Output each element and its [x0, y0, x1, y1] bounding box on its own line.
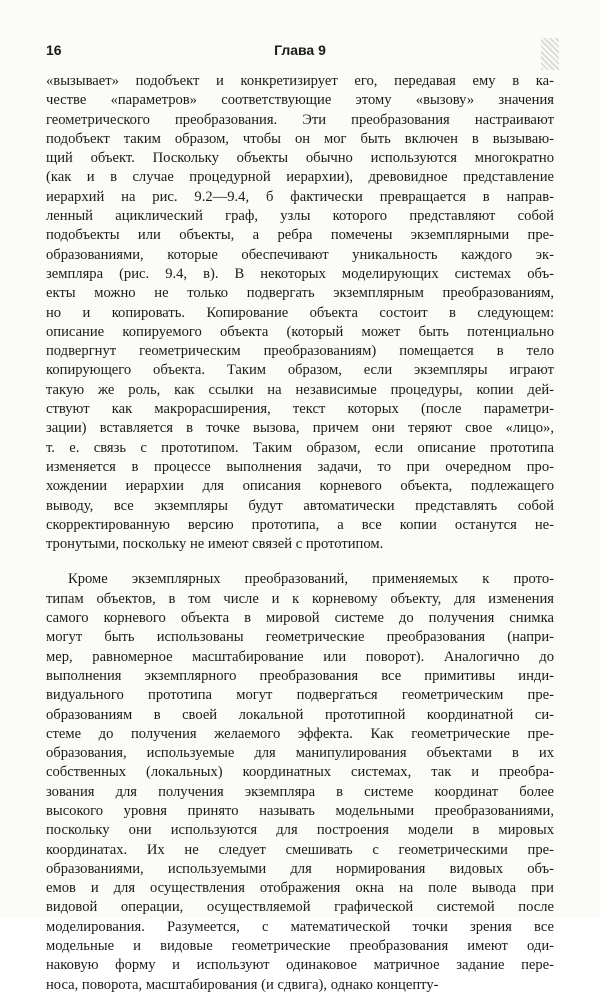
- text-line: видовой операции, осуществляемой графической системой после: [46, 899, 554, 916]
- text-line: самого корневого объекта в мировой системе до получения снимка: [46, 610, 554, 627]
- text-line: образованиям в своей локальной прототипной координатной си-: [46, 706, 554, 723]
- text-line: скорректированную версию прототипа, а все копии останутся не-: [46, 516, 554, 533]
- text-line: емов и для осуществления отображения окна на поле вывода при: [46, 880, 554, 897]
- text-line: образования, используемые для манипулирования объектами в их: [46, 745, 554, 762]
- text-line: щий объект. Поскольку объекты обычно используются многократно: [46, 150, 554, 167]
- page-number: 16: [46, 42, 62, 58]
- text-line: изменяется в процессе выполнения задачи, то при очередном про-: [46, 458, 554, 475]
- text-line: подвергнут геометрическим преобразованиям) помещается в тело: [46, 343, 554, 360]
- text-line: тронутыми, поскольку не имеют связей с прототипом.: [46, 536, 384, 553]
- text-line: собственных (локальных) координатных системах, так и преобра-: [46, 764, 554, 781]
- page-body: [46, 72, 554, 995]
- paragraph-gap: [46, 554, 554, 570]
- text-line: могут быть использованы геометрические преобразования (напри-: [46, 629, 554, 646]
- text-line: такую же роль, как ссылки на независимые процедуры, копии дей-: [46, 381, 554, 398]
- text-line: зования для получения экземпляра в системе координат более: [46, 783, 554, 800]
- text-line: честве «параметров» соответствующие этому «вызову» значения: [46, 92, 554, 109]
- paragraph: [46, 72, 554, 554]
- text-line: но и копировать. Копирование объекта состоит в следующем:: [46, 304, 554, 321]
- text-line: координатах. Их не следует смешивать с геометрическими пре-: [46, 841, 554, 858]
- text-line: иерархий на рис. 9.2—9.4, б фактически превращается в направ-: [46, 188, 554, 205]
- text-line: высокого уровня принято называть модельными преобразованиями,: [46, 802, 554, 819]
- text-line: образованиями, используемыми для нормирования видовых объ-: [46, 860, 554, 877]
- text-line: видуального прототипа могут подвергаться геометрическим пре-: [46, 687, 554, 704]
- text-line: моделирования. Разумеется, с математической точки зрения все: [46, 918, 554, 935]
- text-line: носа, поворота, масштабирования (и сдвига), однако концепту-: [46, 976, 439, 993]
- text-line: выводу, все экземпляры будут автоматически представлять собой: [46, 497, 554, 514]
- text-line: подобъекты или объекты, а ребра помечены экземплярными пре-: [46, 227, 554, 244]
- paragraph: [46, 570, 554, 995]
- text-line: копирующего объекта. Таким образом, если экземпляры играют: [46, 362, 554, 379]
- text-line: екты можно не только подвергать экземплярным преобразованиям,: [46, 285, 554, 302]
- text-line: описание копируемого объекта (который может быть потенциально: [46, 323, 554, 340]
- text-line: (как и в случае процедурной иерархии), древовидное представление: [46, 169, 554, 186]
- text-line: типам объектов, в том числе и к корневому объекту, для изменения: [46, 590, 554, 607]
- text-line: ствуют как макрорасширения, текст которых (после параметри-: [46, 401, 554, 418]
- text-line: т. е. связь с прототипом. Таким образом, если описание прототипа: [46, 439, 554, 456]
- text-line: стеме до получения желаемого эффекта. Как геометрические пре-: [46, 725, 554, 742]
- text-line: «вызывает» подобъект и конкретизирует его, передавая ему в ка-: [46, 73, 554, 89]
- text-line: геометрического преобразования. Эти преобразования настраивают: [46, 111, 554, 128]
- text-line: мер, равномерное масштабирование или поворот). Аналогично до: [46, 648, 554, 665]
- text-line: поскольку они используются для построения модели в мировых: [46, 822, 554, 839]
- text-line: ленный ациклический граф, узлы которого представляют собой: [46, 208, 554, 225]
- text-line: наковую форму и используют одинаковое матричное задание пере-: [46, 957, 554, 974]
- text-line: модельные и видовые геометрические преобразования имеют оди-: [46, 938, 554, 955]
- text-line: выполнения экземплярного преобразования все примитивы инди-: [46, 667, 554, 684]
- text-line: подобъект таким образом, чтобы он мог быть включен в вызываю-: [46, 130, 554, 147]
- running-header: [46, 42, 554, 62]
- text-line: земпляра (рис. 9.4, в). В некоторых моделирующих системах объ-: [46, 265, 554, 282]
- text-line: зации) вставляется в точке вызова, причем они теряют свое «лицо»,: [46, 420, 554, 437]
- text-line: хождении иерархии для описания корневого объекта, подлежащего: [46, 478, 554, 495]
- text-line: образованиями, которые обеспечивают уникальность каждого эк-: [46, 246, 554, 263]
- text-line: Кроме экземплярных преобразований, применяемых к прото-: [68, 571, 554, 588]
- scan-smudge: [541, 38, 559, 70]
- chapter-title: Глава 9: [274, 42, 326, 58]
